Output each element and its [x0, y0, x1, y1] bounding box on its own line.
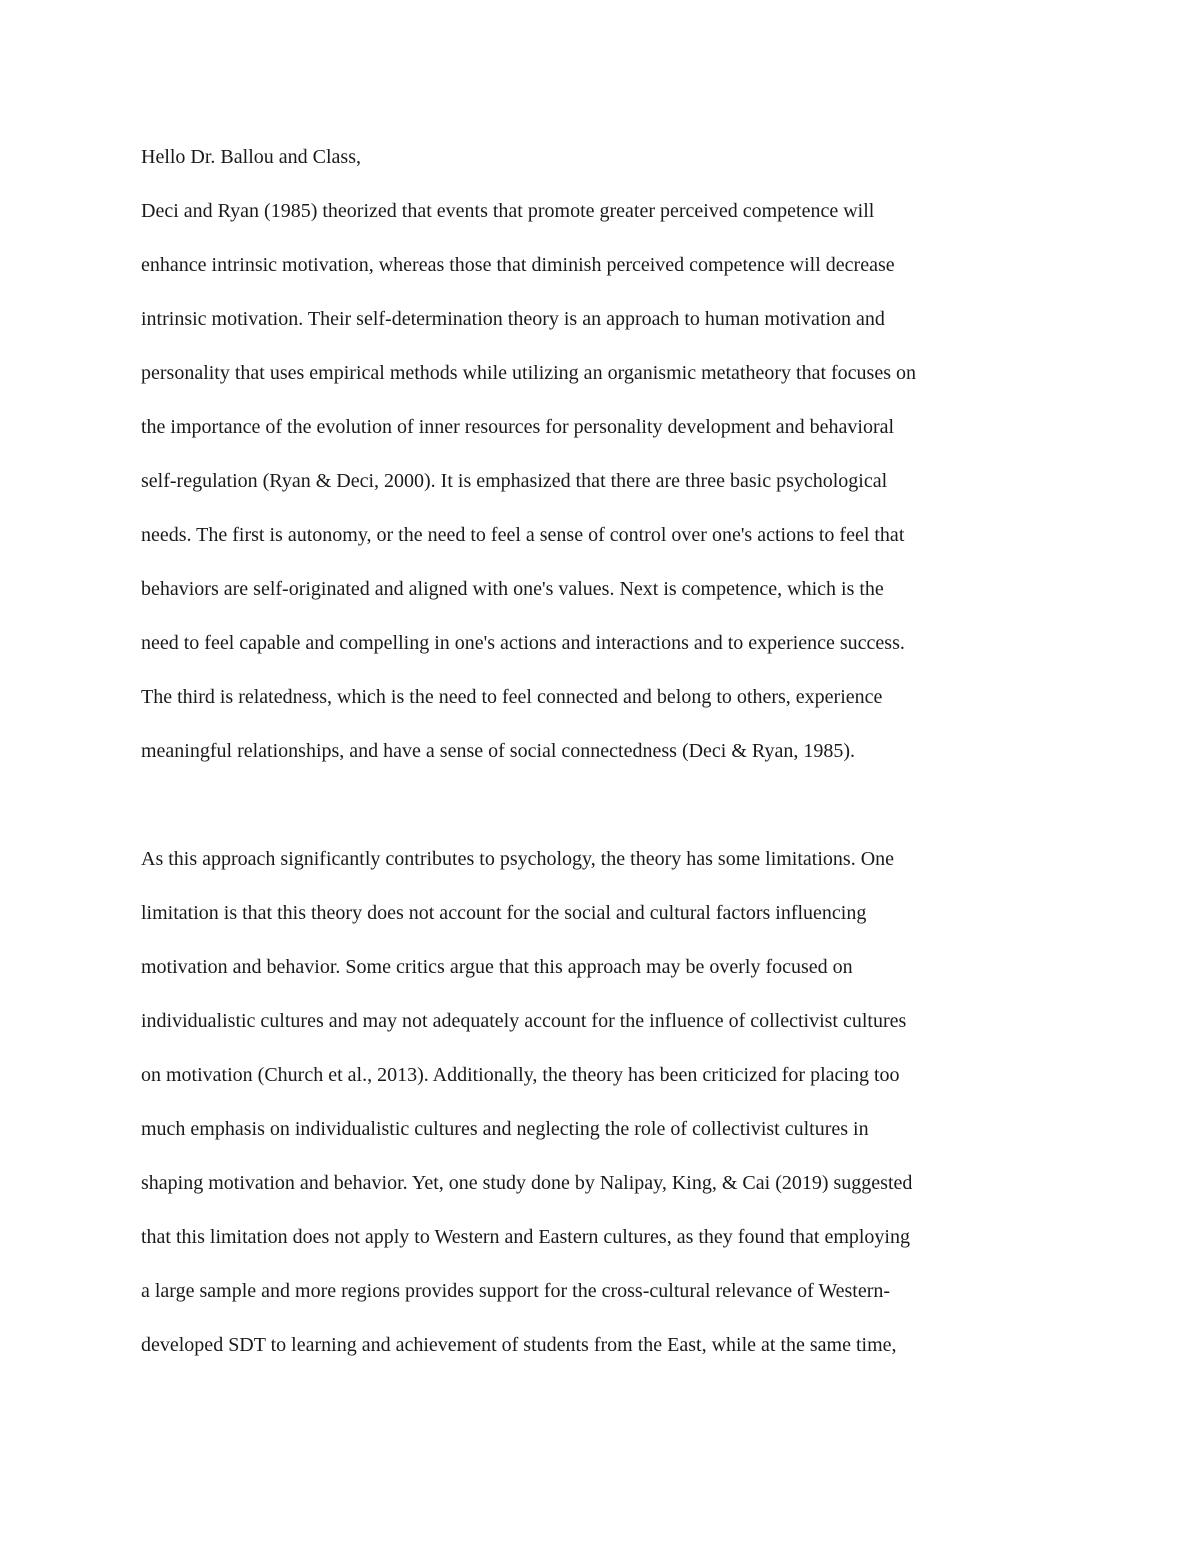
- text-line: much emphasis on individualistic cultures and neglecting the role of collectivist cultures in: [141, 1118, 869, 1140]
- text-line: that this limitation does not apply to Western and Eastern cultures, as they found that employing: [141, 1226, 910, 1248]
- greeting-line: Hello Dr. Ballou and Class,: [141, 146, 361, 168]
- text-line: self-regulation (Ryan & Deci, 2000). It is emphasized that there are three basic psychological: [141, 470, 888, 492]
- text-line: enhance intrinsic motivation, whereas those that diminish perceived competence will decrease: [141, 254, 895, 276]
- text-line: Deci and Ryan (1985) theorized that events that promote greater perceived competence will: [141, 200, 875, 222]
- text-line: on motivation (Church et al., 2013). Additionally, the theory has been criticized for placing too: [141, 1064, 900, 1086]
- text-line: shaping motivation and behavior. Yet, one study done by Nalipay, King, & Cai (2019) suggested: [141, 1172, 913, 1194]
- text-line: developed SDT to learning and achievement of students from the East, while at the same time,: [141, 1334, 897, 1356]
- text-line: personality that uses empirical methods while utilizing an organismic metatheory that focuses on: [141, 362, 916, 384]
- text-line: motivation and behavior. Some critics argue that this approach may be overly focused on: [141, 956, 853, 978]
- text-line: meaningful relationships, and have a sense of social connectedness (Deci & Ryan, 1985).: [141, 740, 855, 762]
- text-line: individualistic cultures and may not adequately account for the influence of collectivist cultures: [141, 1010, 907, 1032]
- text-line: behaviors are self-originated and aligned with one's values. Next is competence, which is the: [141, 578, 884, 600]
- text-line: The third is relatedness, which is the need to feel connected and belong to others, experience: [141, 686, 883, 708]
- text-line: a large sample and more regions provides support for the cross-cultural relevance of Western-: [141, 1280, 891, 1302]
- text-line: needs. The first is autonomy, or the need to feel a sense of control over one's actions to feel that: [141, 524, 905, 546]
- text-line: intrinsic motivation. Their self-determination theory is an approach to human motivation and: [141, 308, 885, 330]
- text-line: As this approach significantly contributes to psychology, the theory has some limitations. One: [141, 848, 895, 870]
- text-line: need to feel capable and compelling in one's actions and interactions and to experience success.: [141, 632, 905, 654]
- text-line: the importance of the evolution of inner resources for personality development and behavioral: [141, 416, 895, 438]
- text-line: limitation is that this theory does not account for the social and cultural factors influencing: [141, 902, 867, 924]
